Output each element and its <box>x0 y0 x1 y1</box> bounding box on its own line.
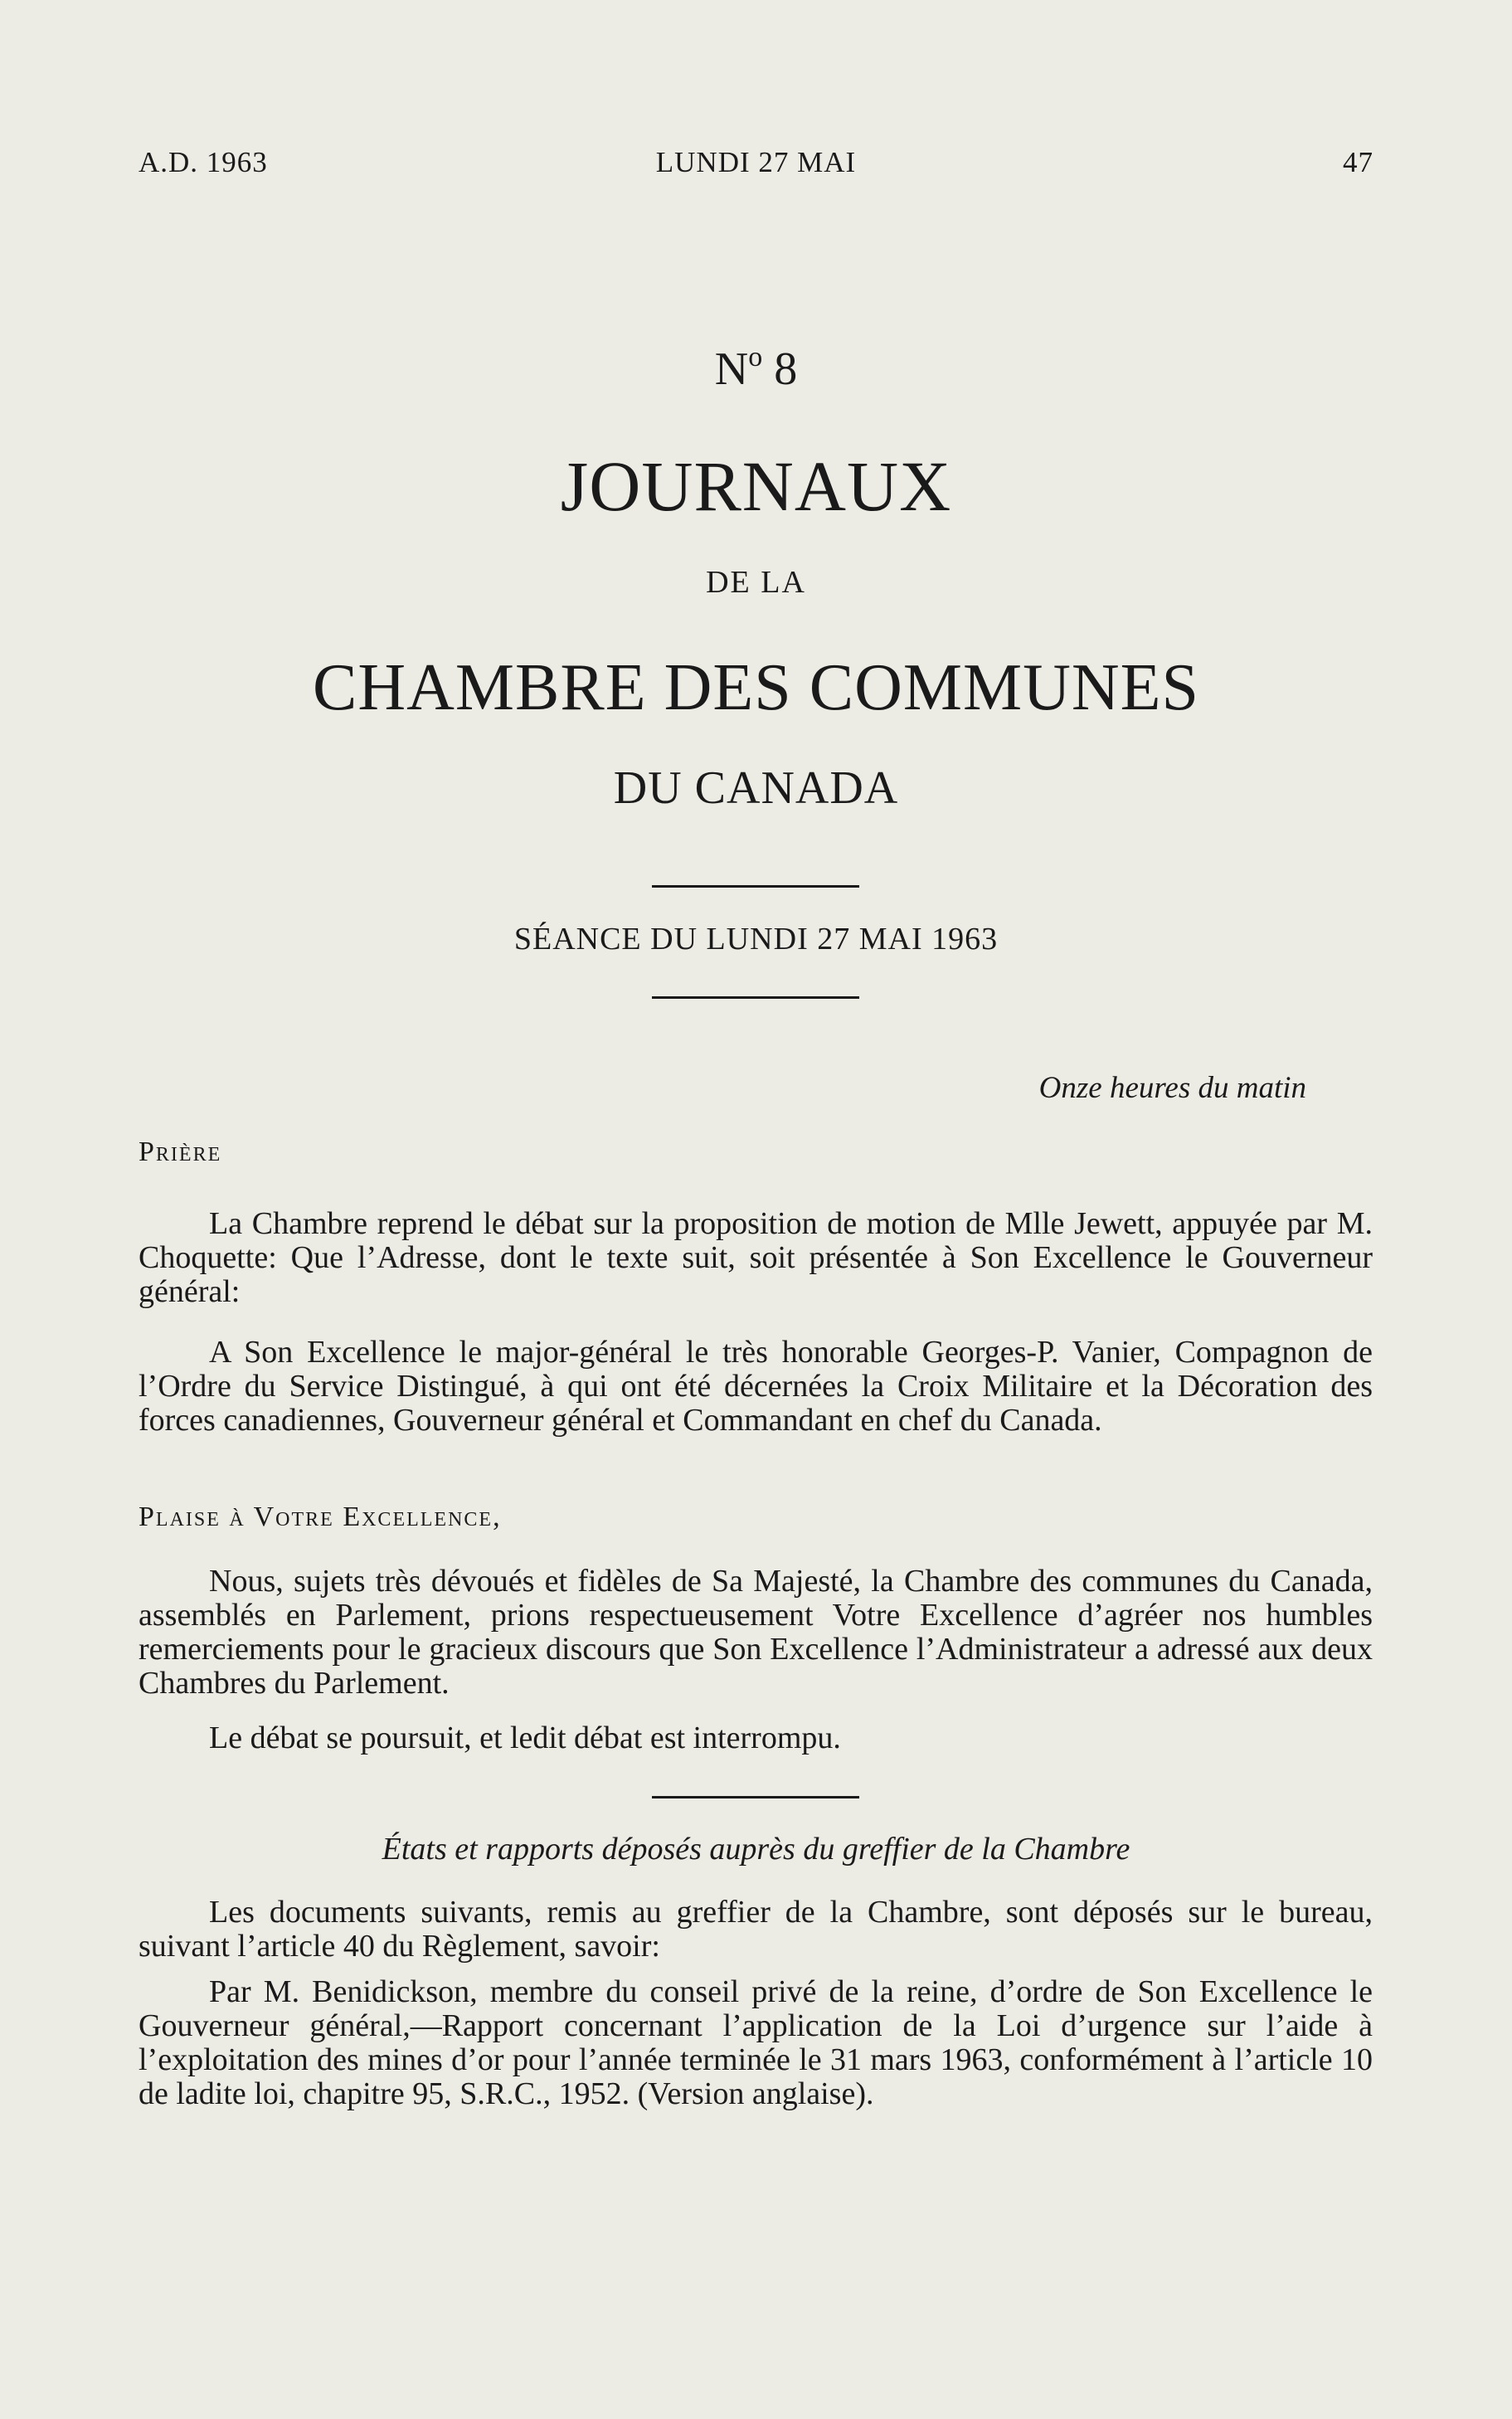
chamber-title: CHAMBRE DES COMMUNES <box>312 651 1200 724</box>
paragraph-address-text: Nous, sujets très dévoués et fidèles de Sa Majesté, la Chambre des communes du Canada, assemblés en Parlement, prions respectueusement Votre Excellence d’agréer nos humbles remerciements pour le gracieux discours que Son Excellence l’Administrateur a adressé aux deux Chambres du Parlement. <box>139 1564 1373 1701</box>
page-title: JOURNAUX <box>560 446 952 526</box>
section-title: États et rapports déposés auprès du greffier de la Chambre <box>382 1832 1130 1867</box>
page-number: 47 <box>1343 146 1373 178</box>
paragraph-address-recipient: A Son Excellence le major-général le très honorable Georges-P. Vanier, Compagnon de l’Ordre du Service Distingué, à qui ont été décernées la Croix Militaire et la Décoration des forces canadiennes, Gouverneur général et Commandant en chef du Canada. <box>139 1335 1373 1438</box>
divider <box>652 1796 859 1798</box>
header-year: A.D. 1963 <box>139 146 268 178</box>
sitting-title: SÉANCE DU LUNDI 27 MAI 1963 <box>513 922 999 956</box>
paragraph-debate-continues: Le débat se poursuit, et ledit débat est interrompu. <box>209 1721 841 1755</box>
header-date: LUNDI 27 MAI <box>655 146 857 178</box>
divider <box>652 996 859 999</box>
number-sup: o <box>748 342 763 372</box>
prayer-heading: Prière <box>139 1136 222 1167</box>
number-value: 8 <box>774 343 798 395</box>
sitting-time: Onze heures du matin <box>1038 1071 1306 1105</box>
title-connector: DE LA <box>706 565 806 600</box>
number-prefix: N <box>714 343 749 395</box>
paragraph-documents-intro: Les documents suivants, remis au greffier de la Chambre, sont déposés sur le bureau, suivant l’article 40 du Règlement, savoir: <box>139 1895 1373 1964</box>
country-title: DU CANADA <box>613 762 899 814</box>
journal-number <box>0 342 1512 396</box>
paragraph-debate: La Chambre reprend le débat sur la proposition de motion de Mlle Jewett, appuyée par M. Choquette: Que l’Adresse, dont le texte suit, soit présentée à Son Excellence le Gouverneur général: <box>139 1206 1373 1309</box>
address-heading: Plaise à Votre Excellence, <box>139 1502 502 1532</box>
paragraph-document-report: Par M. Benidickson, membre du conseil privé de la reine, d’ordre de Son Excellence le Gouverneur général,—Rapport concernant l’application de la Loi d’urgence sur l’aide à l’exploitation des mines d’or pour l’année terminée le 31 mars 1963, conformément à l’article 10 de ladite loi, chapitre 95, S.R.C., 1952. (Version anglaise). <box>139 1974 1373 2111</box>
running-header <box>139 146 1373 187</box>
divider <box>652 885 859 888</box>
